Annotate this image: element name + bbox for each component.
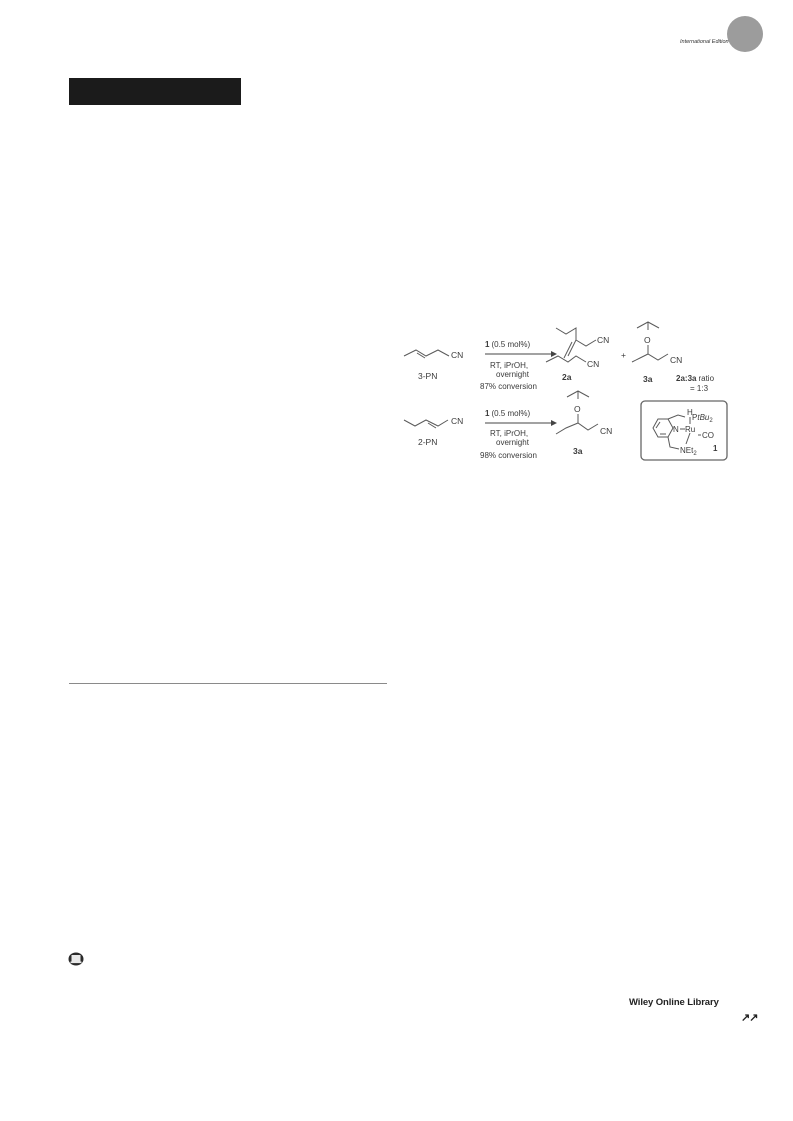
product-3a-row2-label: 3a xyxy=(573,446,583,456)
conversion-2: 98% conversion xyxy=(480,451,537,460)
catalyst-ring-inner-1 xyxy=(656,422,660,428)
product-3a-row2-cn: CN xyxy=(600,426,613,436)
reaction-arrow-1-head xyxy=(551,351,557,357)
ratio-value: = 1:3 xyxy=(690,384,709,393)
product-3a-label: 3a xyxy=(643,374,653,384)
reactant-2pn-cn: CN xyxy=(451,416,464,426)
conditions-1-line1: RT, iPrOH, xyxy=(490,361,529,370)
reactant-3pn-double-bond xyxy=(417,353,425,358)
catalyst-ru-down xyxy=(686,433,690,444)
reactant-2pn-chain xyxy=(404,420,448,426)
product-2a-cn-top: CN xyxy=(597,335,610,345)
reactant-2pn-double-bond xyxy=(428,423,436,428)
product-3a-cn: CN xyxy=(670,355,683,365)
catalyst-n: N xyxy=(673,425,679,434)
ratio-label: 2a:3a ratio xyxy=(676,374,715,383)
conditions-2-line2: overnight xyxy=(496,438,529,447)
link-arrows-icon: ↗↗ xyxy=(741,1012,758,1024)
catalyst-amine: NEt$_2$ xyxy=(680,446,697,457)
catalyst-pgroup: PtBu$_2$ xyxy=(692,413,713,424)
conditions-1-line2: overnight xyxy=(496,370,529,379)
catalyst-co: CO xyxy=(702,431,714,440)
reactant-3pn-label: 3-PN xyxy=(418,371,438,381)
conversion-1: 87% conversion xyxy=(480,382,537,391)
journal-badge-circle xyxy=(727,16,763,52)
reactant-2pn-label: 2-PN xyxy=(418,437,438,447)
reactant-3pn-cn: CN xyxy=(451,350,464,360)
product-2a-lower xyxy=(546,356,586,362)
footnote-rule xyxy=(69,683,387,684)
catalyst-ref-2: 1 (0.5 mol%) xyxy=(485,409,531,418)
catalyst-h: H xyxy=(687,408,693,417)
reaction-arrow-2-head xyxy=(551,420,557,426)
edition-label: International Edition xyxy=(680,39,729,45)
reaction-scheme xyxy=(396,318,736,468)
conditions-2-line1: RT, iPrOH, xyxy=(490,429,529,438)
supporting-info-icon[interactable] xyxy=(68,952,84,966)
plus-sign: + xyxy=(621,350,626,360)
catalyst-ru-p-arm xyxy=(668,415,685,419)
catalyst-ref-1: 1 (0.5 mol%) xyxy=(485,340,531,349)
catalyst-ru: Ru xyxy=(685,425,696,434)
product-2a-skeleton xyxy=(556,328,596,346)
product-2a-cn-bottom: CN xyxy=(587,359,600,369)
catalyst-ru-n-arm xyxy=(668,437,679,449)
product-3a-row2-chain xyxy=(556,423,598,434)
product-3a-row2-oxygen: O xyxy=(574,404,581,414)
catalyst-label: 1 xyxy=(713,444,718,453)
section-header-bar xyxy=(69,78,241,105)
reactant-3pn-chain xyxy=(404,350,449,356)
product-2a-label: 2a xyxy=(562,372,572,382)
product-3a-chain xyxy=(632,354,668,362)
product-3a-oxygen: O xyxy=(644,335,651,345)
wiley-online-library-logo[interactable]: Wiley Online Library xyxy=(629,997,719,1008)
